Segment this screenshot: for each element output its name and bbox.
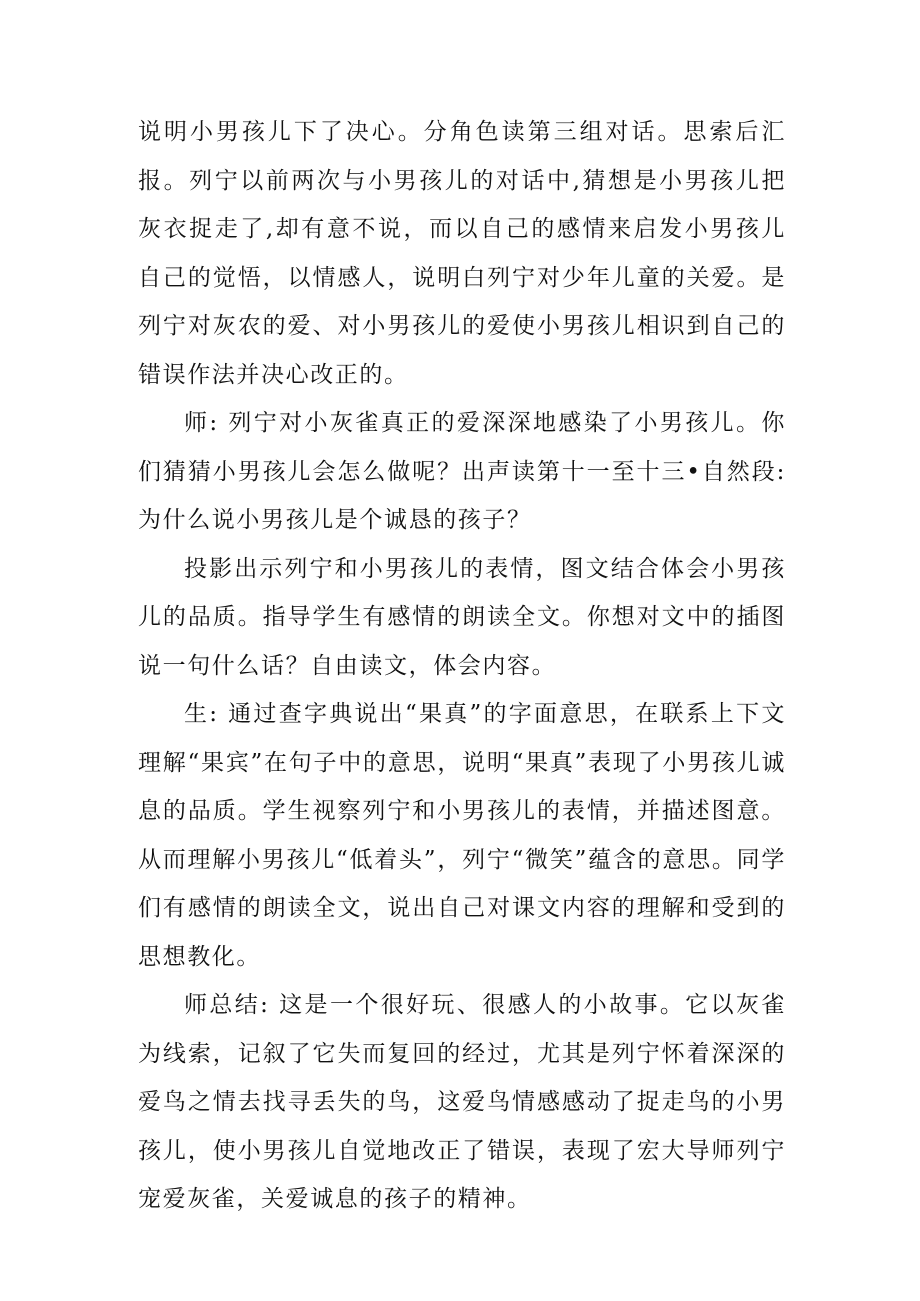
paragraph-1: 说明小男孩儿下了决心。分角色读第三组对话。思索后汇报。列宁以前两次与小男孩儿的对话中,猜想是小男孩儿把灰衣捉走了,却有意不说，而以自己的感情来启发小男孩儿自己的觉悟，以情感人，说明白列宁对少年儿童的关爱。是列宁对灰农的爱、对小男孩儿的爱使小男孩儿相识到自己的错误作法并决心改正的。 bbox=[138, 119, 786, 388]
paragraph-4: 生: 通过查字典说出“果真”的字面意思，在联系上下文理解“果宾”在句子中的意思，说明“果真”表现了小男孩儿诚息的品质。学生视察列宁和小男孩儿的表情，并描述图意。从而理解小男孩儿“低着头”，列宁“微笑”蕴含的意思。同学们有感情的朗读全文，说出自己对课文内容的理解和受到的思想教化。 bbox=[138, 701, 786, 970]
paragraph-2: 师: 列宁对小灰雀真正的爱深深地感染了小男孩儿。你们猜猜小男孩儿会怎么做呢？出声读第十一至十三•自然段: 为什么说小男孩儿是个诚恳的孩子？ bbox=[138, 410, 786, 533]
document-body bbox=[138, 108, 786, 1224]
paragraph-3: 投影出示列宁和小男孩儿的表情，图文结合体会小男孩儿的品质。指导学生有感情的朗读全文。你想对文中的插图说一句什么话？自由读文，体会内容。 bbox=[138, 555, 786, 679]
paragraph-5: 师总结: 这是一个很好玩、很感人的小故事。它以灰雀为线索，记叙了它失而复回的经过，尤其是列宁怀着深深的爱鸟之情去找寻丢失的鸟，这爱鸟情感感动了捉走鸟的小男孩儿，使小男孩儿自觉地改正了错误，表现了宏大导师列宁宠爱灰雀，关爱诚息的孩子的精神。 bbox=[138, 992, 786, 1212]
